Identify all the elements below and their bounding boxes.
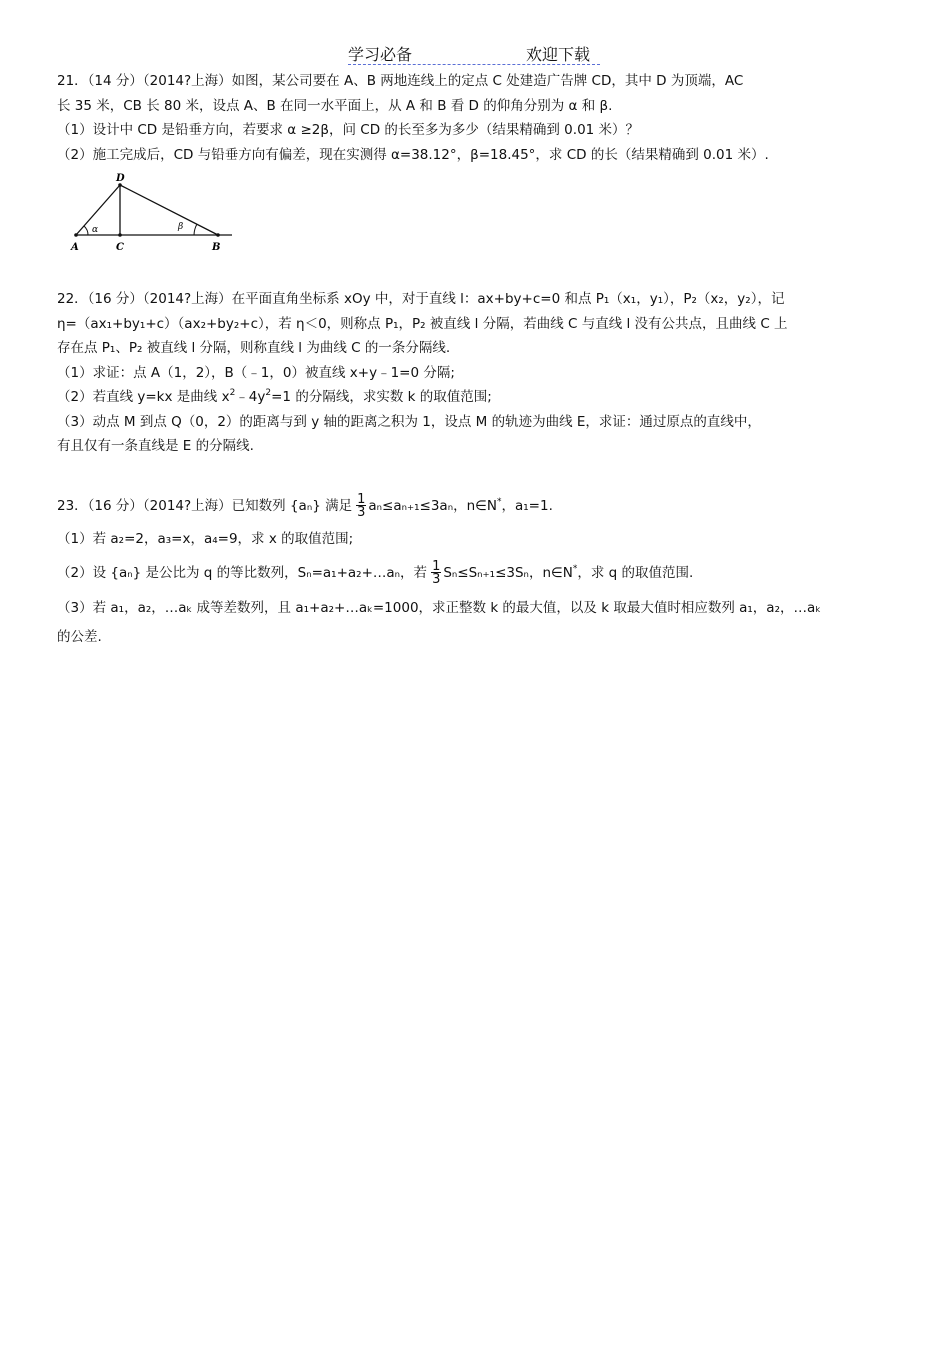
fraction-denominator: 3 [357,504,366,520]
angle-beta-arc [194,224,197,235]
label-c: C [116,242,124,253]
q23-part-1: （1）若 a₂=2，a₃=x，a₄=9，求 x 的取值范围; [57,530,354,547]
superscript-2: 2 [229,388,236,398]
point-a [74,233,78,237]
document-body [57,69,895,649]
q22-line-2: η=（ax₁+by₁+c）（ax₂+by₂+c），若 η＜0，则称点 P₁，P₂ 被直线 l 分隔，若曲线 C 与直线 l 没有公共点，且曲线 C 上 [57,315,788,332]
q22-part-3: （3）动点 M 到点 Q（0，2）的距离与到 y 轴的距离之积为 1，设点 M 的轨迹为曲线 E，求证：通过原点的直线中， [57,413,761,430]
superscript-star: * [497,496,502,507]
q23-part-2-text-a: （2）设 {aₙ} 是公比为 q 的等比数列，Sₙ=a₁+a₂+…aₙ，若 [57,564,428,581]
header-right-text: 欢迎下载 [526,45,591,64]
label-a: A [71,242,79,253]
q21-part-2: （2）施工完成后，CD 与铅垂方向有偏差，现在实测得 α=38.12°，β=18.45°，求 CD 的长（结果精确到 0.01 米）. [57,146,769,163]
question-22 [57,287,895,459]
q22-line-7: 有且仅有一条直线是 E 的分隔线. [57,438,254,454]
angle-alpha-arc [84,226,88,235]
label-b: B [212,242,221,253]
point-b [216,233,220,237]
fraction-numerator: 1 [432,558,441,574]
q21-part-1: （1）设计中 CD 是铅垂方向，若要求 α ≥2β，问 CD 的长至多为多少（结果精确到 0.01 米）？ [57,122,640,138]
question-21 [57,69,895,253]
q23-part-2-text-b: Sₙ≤Sₙ₊₁≤3Sₙ，n∈N [443,564,573,581]
label-d: D [116,173,125,184]
fraction-one-third [431,558,441,587]
q22-line-1: 22．（16 分）（2014?上海）在平面直角坐标系 xOy 中，对于直线 l：ax+by+c=0 和点 P₁（x₁，y₁），P₂（x₂，y₂），记 [57,291,785,307]
q23-line-1-text-c: ，a₁=1. [501,497,553,514]
fraction-numerator: 1 [357,491,366,507]
line-db [120,185,218,235]
question-23 [57,489,895,650]
q23-line-1-text-a: 23．（16 分）（2014?上海）已知数列 {aₙ} 满足 [57,497,353,514]
q23-part-2 [57,555,895,591]
q22-part-2-text-a: （2）若直线 y=kx 是曲线 x [57,389,230,405]
q23-part-2-text-c: ，求 q 的取值范围. [577,564,694,581]
fraction-denominator: 3 [432,571,441,587]
fraction-one-third [356,491,366,520]
q23-line-5: 的公差. [57,628,102,645]
page-header [348,42,600,65]
label-beta: β [178,222,184,232]
q22-part-2 [57,385,895,410]
q23-line-1-text-b: aₙ≤aₙ₊₁≤3aₙ，n∈N [368,497,497,514]
q22-part-2-text-b: ﹣4y [235,389,266,405]
q23-part-3: （3）若 a₁，a₂，…aₖ 成等差数列，且 a₁+a₂+…aₖ=1000，求正整数 k 的最大值，以及 k 取最大值时相应数列 a₁，a₂，…aₖ [57,599,822,616]
triangle-figure [62,171,242,253]
point-c [118,233,122,237]
q23-line-1 [57,489,895,523]
q22-part-2-text-c: =1 的分隔线，求实数 k 的取值范围; [271,389,492,405]
header-left-text: 学习必备 [348,45,413,64]
superscript-2: 2 [265,388,272,398]
q21-line-2: 长 35 米，CB 长 80 米，设点 A、B 在同一水平面上，从 A 和 B 看 D 的仰角分别为 α 和 β. [57,97,613,114]
q22-part-1: （1）求证：点 A（1，2），B（﹣1，0）被直线 x+y﹣1=0 分隔; [57,364,455,381]
q22-line-3: 存在点 P₁、P₂ 被直线 l 分隔，则称直线 l 为曲线 C 的一条分隔线. [57,340,451,356]
superscript-star: * [572,563,578,574]
q21-line-1: 21．（14 分）（2014?上海）如图，某公司要在 A、B 两地连线上的定点 C 处建造广告牌 CD，其中 D 为顶端，AC [57,73,744,89]
label-alpha: α [92,225,99,235]
